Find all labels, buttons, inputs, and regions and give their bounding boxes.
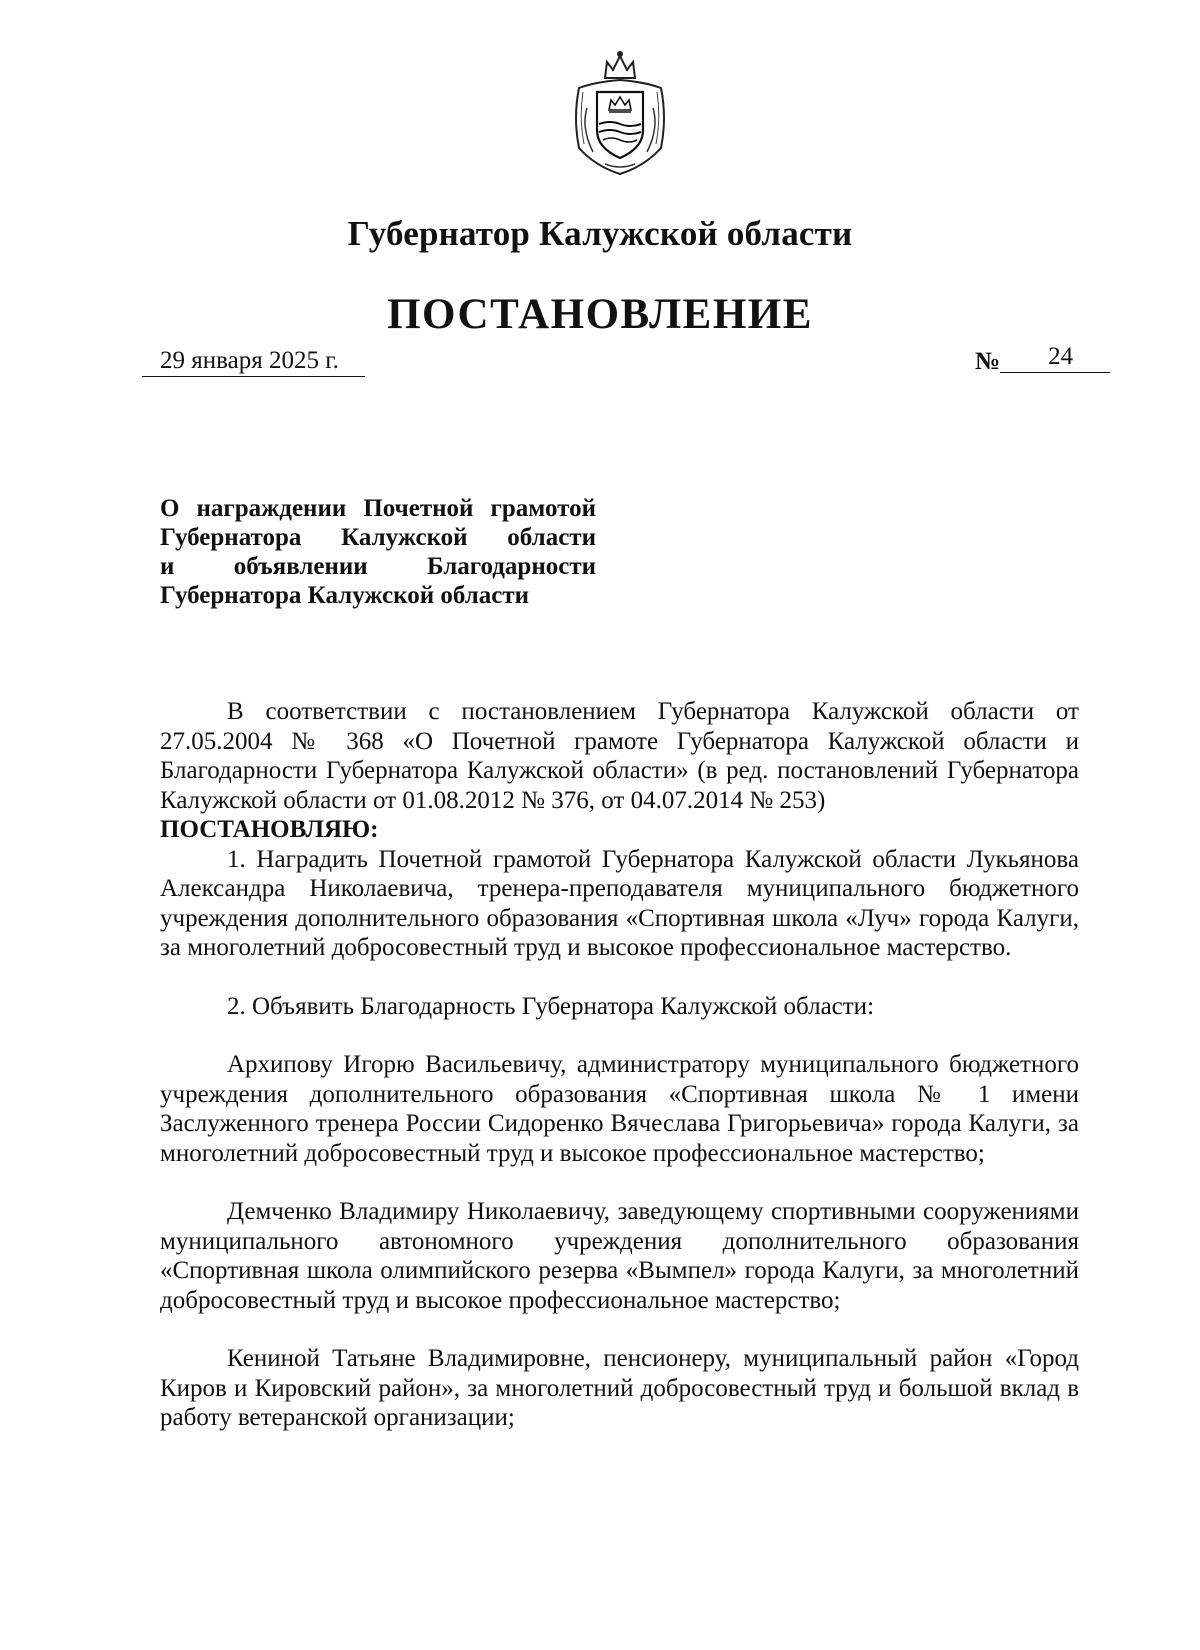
decree-word: ПОСТАНОВЛЯЮ: (160, 816, 379, 843)
subject-line: Губернатора Калужской области (160, 524, 596, 551)
coat-of-arms-icon (565, 48, 675, 178)
subject-line: О награждении Почетной грамотой (160, 495, 596, 522)
number-sign: № (975, 348, 1001, 375)
document-date: 29 января 2025 г. (142, 346, 365, 377)
recipient-paragraph: Демченко Владимиру Николаевичу, заведующему спортивными сооружениями муниципального автономного учреждения дополнительного образования «Спортивная школа олимпийского резерва «Вымпел» города Калуги, за многолетний добросовестный труд и высокое профессиональное мастерство; (160, 1198, 1079, 1314)
item-2-paragraph: 2. Объявить Благодарность Губернатора Калужской области: (227, 992, 875, 1020)
document-number: 24 (1000, 342, 1110, 373)
subject-line: Губернатора Калужской области (160, 582, 530, 609)
recipient-paragraph: Архипову Игорю Васильевичу, администратору муниципального бюджетного учреждения дополнительного образования «Спортивная школа № 1 имени Заслуженного тренера России Сидоренко Вячеслава Григорьевича» города Калуги, за многолетний добросовестный труд и высокое профессиональное мастерство; (160, 1051, 1079, 1167)
item-1-paragraph: 1. Наградить Почетной грамотой Губернатора Калужской области Лукьянова Александра Николаевича, тренера-преподавателя муниципального бюджетного учреждения дополнительного образования «Спортивная школа «Луч» города Калуги, за многолетний добросовестный труд и высокое профессиональное мастерство. (160, 845, 1079, 961)
preamble-paragraph: В соответствии с постановлением Губернатора Калужской области от 27.05.2004 № 368 «О Почетной грамоте Губернатора Калужской области и Благодарности Губернатора Калужской области» (в ред. постановлений Губернатора Калужской области от 01.08.2012 № 376, от 04.07.2014 № 253) (160, 698, 1079, 814)
document-subject (160, 494, 596, 610)
document-type-title: ПОСТАНОВЛЕНИЕ (387, 291, 813, 338)
recipient-paragraph: Кениной Татьяне Владимировне, пенсионеру, муниципальный район «Город Киров и Кировский район», за многолетний добросовестный труд и большой вклад в работу ветеранской организации; (160, 1345, 1079, 1431)
document-number-block (975, 343, 1110, 377)
issuing-authority: Губернатор Калужской области (347, 214, 853, 253)
document-body (160, 697, 1079, 1433)
subject-line: и объявлении Благодарности (160, 553, 596, 580)
